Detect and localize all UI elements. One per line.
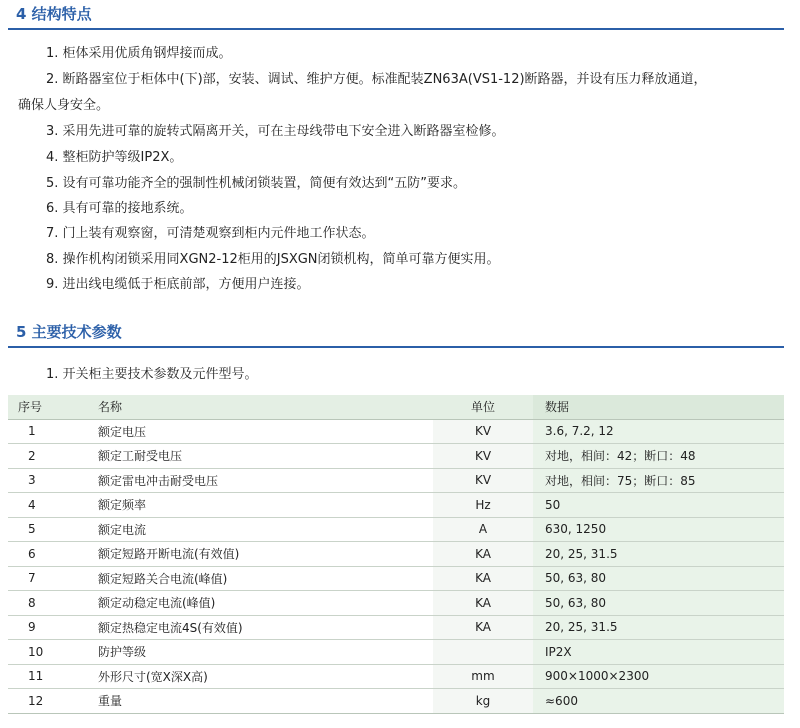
cell-name: 额定雷电冲击耐受电压 (78, 468, 433, 493)
header-data: 数据 (533, 395, 784, 419)
cell-num: 2 (8, 444, 78, 469)
feature-item: 2. 断路器室位于柜体中(下)部，安装、调试、维护方便。标准配装ZN63A(VS1-12)断路器，并设有压力释放通道， (46, 72, 707, 87)
header-name: 名称 (78, 395, 433, 419)
cell-data: 对地，相间：42；断口：48 (533, 444, 784, 469)
section-4-rule (8, 28, 784, 30)
cell-num: 10 (8, 640, 78, 665)
cell-unit: KA (433, 542, 533, 567)
cell-num: 7 (8, 566, 78, 591)
table-row (8, 517, 784, 542)
cell-name: 额定短路关合电流(峰值) (78, 566, 433, 591)
cell-name: 额定热稳定电流4S(有效值) (78, 615, 433, 640)
table-row (8, 468, 784, 493)
feature-item-continued: 确保人身安全。 (18, 98, 110, 113)
feature-item: 7. 门上装有观察窗，可清楚观察到柜内元件地工作状态。 (46, 226, 375, 241)
section-4-title: 4 结构特点 (16, 5, 92, 23)
table-row (8, 664, 784, 689)
table-row (8, 542, 784, 567)
cell-name: 额定动稳定电流(峰值) (78, 591, 433, 616)
table-row (8, 493, 784, 518)
cell-name: 额定电流 (78, 517, 433, 542)
cell-name: 防护等级 (78, 640, 433, 665)
cell-data: 3.6, 7.2, 12 (533, 419, 784, 444)
cell-num: 4 (8, 493, 78, 518)
header-num: 序号 (8, 395, 78, 419)
cell-num: 9 (8, 615, 78, 640)
tech-params-table (8, 395, 784, 714)
cell-num: 11 (8, 664, 78, 689)
cell-name: 外形尺寸(宽X深X高) (78, 664, 433, 689)
cell-name: 额定短路开断电流(有效值) (78, 542, 433, 567)
section-5-title: 5 主要技术参数 (16, 323, 122, 341)
cell-unit: KV (433, 444, 533, 469)
cell-unit: KV (433, 468, 533, 493)
feature-item: 8. 操作机构闭锁采用同XGN2-12柜用的JSXGN闭锁机构，简单可靠方便实用。 (46, 252, 500, 267)
cell-unit: Hz (433, 493, 533, 518)
cell-data: 900×1000×2300 (533, 664, 784, 689)
feature-item: 9. 进出线电缆低于柜底前部，方便用户连接。 (46, 277, 310, 292)
table-row (8, 566, 784, 591)
table-row (8, 444, 784, 469)
table-row (8, 615, 784, 640)
table-header-row (8, 395, 784, 419)
cell-unit: A (433, 517, 533, 542)
cell-data: 20, 25, 31.5 (533, 542, 784, 567)
table-row (8, 640, 784, 665)
table-row (8, 689, 784, 714)
cell-name: 重量 (78, 689, 433, 714)
feature-item: 5. 设有可靠功能齐全的强制性机械闭锁装置，简便有效达到“五防”要求。 (46, 176, 467, 191)
cell-num: 8 (8, 591, 78, 616)
cell-data: 20, 25, 31.5 (533, 615, 784, 640)
cell-unit: KA (433, 615, 533, 640)
section-5-rule (8, 346, 784, 348)
cell-num: 12 (8, 689, 78, 714)
cell-data: ≈600 (533, 689, 784, 714)
cell-unit: KV (433, 419, 533, 444)
feature-item: 6. 具有可靠的接地系统。 (46, 201, 193, 216)
cell-num: 1 (8, 419, 78, 444)
cell-name: 额定工耐受电压 (78, 444, 433, 469)
table-intro: 1. 开关柜主要技术参数及元件型号。 (46, 367, 258, 382)
cell-unit: KA (433, 566, 533, 591)
section-5-header (8, 320, 784, 348)
table-row (8, 419, 784, 444)
cell-name: 额定频率 (78, 493, 433, 518)
cell-unit: KA (433, 591, 533, 616)
cell-num: 5 (8, 517, 78, 542)
header-unit: 单位 (433, 395, 533, 419)
cell-unit: mm (433, 664, 533, 689)
cell-num: 3 (8, 468, 78, 493)
cell-num: 6 (8, 542, 78, 567)
table-row (8, 591, 784, 616)
section-4-header (8, 2, 784, 30)
cell-unit (433, 640, 533, 665)
feature-item: 3. 采用先进可靠的旋转式隔离开关，可在主母线带电下安全进入断路器室检修。 (46, 124, 505, 139)
feature-item: 1. 柜体采用优质角钢焊接而成。 (46, 46, 232, 61)
cell-data: 50 (533, 493, 784, 518)
cell-data: 50, 63, 80 (533, 591, 784, 616)
cell-data: 对地，相间：75；断口：85 (533, 468, 784, 493)
cell-data: IP2X (533, 640, 784, 665)
cell-name: 额定电压 (78, 419, 433, 444)
cell-data: 630, 1250 (533, 517, 784, 542)
cell-data: 50, 63, 80 (533, 566, 784, 591)
cell-unit: kg (433, 689, 533, 714)
feature-item: 4. 整柜防护等级IP2X。 (46, 150, 183, 165)
